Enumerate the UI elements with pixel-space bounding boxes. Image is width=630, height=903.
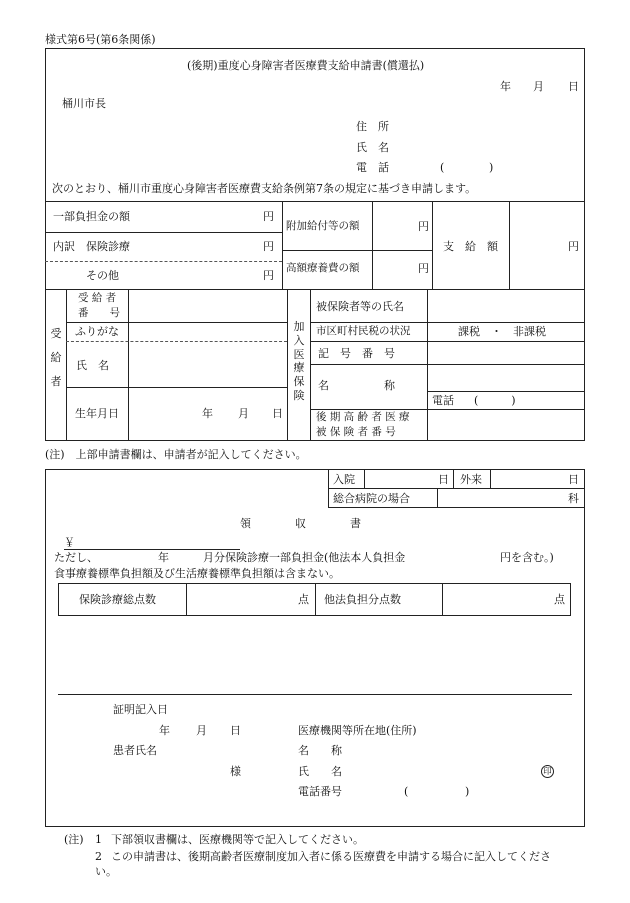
tax-status-options: 課税 ・ 非課税: [458, 325, 546, 338]
facility-phone-paren-close: ): [465, 785, 470, 798]
recipient-number-label-1: 受 給 者: [78, 292, 117, 304]
bottom-note-1-num: 1: [95, 833, 102, 846]
facility-person-label: 氏 名: [298, 765, 342, 778]
applicant-phone-paren-close: ): [489, 161, 494, 174]
high-cost-yen: 円: [418, 262, 429, 275]
other-points-unit: 点: [554, 593, 565, 606]
bottom-note-2-a: この申請書は、後期高齢者医療制度加入者に係る医療費を申請する場合に記入してくださ: [111, 850, 551, 863]
applicant-address-label: 住 所: [356, 120, 389, 133]
department-label: 科: [568, 492, 579, 505]
insurance-name-label: 名 称: [318, 379, 395, 392]
birthdate-label: 生年月日: [75, 407, 119, 420]
seal-mark: 印: [541, 765, 554, 778]
applicant-phone-label: 電 話: [356, 161, 389, 174]
general-hospital-label: 総合病院の場合: [333, 492, 410, 505]
application-statement: 次のとおり、桶川市重度心身障害者医療費支給条例第7条の規定に基づき申請します。: [52, 182, 477, 195]
recipient-name-label: 氏 名: [76, 359, 109, 372]
inpatient-label: 入院: [333, 473, 355, 486]
bottom-note-label: (注): [64, 833, 84, 846]
page-title: (後期)重度心身障害者医療費支給申請書(償還払): [187, 59, 425, 72]
bottom-note-2-num: 2: [95, 850, 102, 863]
applicant-phone-paren-open: (: [440, 161, 445, 174]
total-points-label: 保険診療総点数: [79, 593, 156, 606]
additional-benefit-label: 附加給付等の額: [286, 220, 360, 232]
bottom-note-2-b: い。: [95, 865, 117, 878]
other-points-label: 他法負担分点数: [324, 593, 401, 606]
patient-name-label: 患者氏名: [113, 744, 157, 757]
facility-phone-paren-open: (: [404, 785, 409, 798]
outpatient-label: 外来: [460, 473, 482, 486]
payment-amount-label: 支 給 額: [443, 240, 498, 253]
facility-phone-label: 電話番号: [298, 785, 342, 798]
date-day: 日: [568, 80, 579, 93]
birthdate-year: 年: [202, 407, 213, 420]
recipient-number-label-2: 番 号: [78, 307, 120, 319]
additional-benefit-yen: 円: [418, 220, 429, 233]
furigana-label: ふりがな: [75, 325, 119, 338]
insurance-phone-paren: ( ): [474, 394, 516, 407]
form-number: 様式第6号(第6条関係): [45, 33, 156, 46]
elderly-label-1: 後 期 高 齢 者 医 療: [316, 411, 410, 423]
birthdate-day: 日: [272, 407, 283, 420]
payment-amount-yen: 円: [568, 240, 579, 253]
date-year: 年: [500, 80, 511, 93]
cert-month: 月: [196, 724, 207, 737]
other-yen: 円: [263, 269, 274, 282]
receipt-line1-c: 月分保険診療一部負担金(他法本人負担金: [203, 551, 406, 564]
facility-name-label: 名 称: [298, 744, 342, 757]
insured-name-label: 被保険者等の氏名: [316, 300, 404, 313]
receipt-line2: 食事療養標準負担額及び生活療養標準負担額は含まない。: [54, 567, 340, 580]
partial-burden-label: 一部負担金の額: [53, 210, 130, 223]
partial-burden-yen: 円: [263, 210, 274, 223]
facility-address-label: 医療機関等所在地(住所): [298, 724, 417, 737]
breakdown-label: 内訳: [53, 240, 75, 253]
insurance-section-label: 加入医療保険: [293, 320, 305, 402]
patient-honorific: 様: [230, 765, 241, 778]
insurance-phone-label: 電話: [432, 394, 454, 407]
cert-year: 年: [159, 724, 170, 737]
note-upper: (注) 上部申請書欄は、申請者が記入してください。: [45, 448, 307, 461]
cert-date-label: 証明記入日: [113, 703, 168, 716]
insured-care-label: 保険診療: [86, 240, 130, 253]
addressee: 桶川市長: [62, 97, 106, 110]
recipient-section-label: 受給者: [50, 327, 62, 389]
other-label: その他: [86, 269, 119, 282]
cert-day: 日: [230, 724, 241, 737]
applicant-name-label: 氏 名: [356, 141, 389, 154]
receipt-line1-year: 年: [158, 551, 169, 564]
elderly-label-2: 被 保 険 者 番 号: [316, 426, 396, 438]
total-points-unit: 点: [298, 593, 309, 606]
receipt-title: 領 収 書: [240, 517, 361, 530]
outpatient-day: 日: [568, 473, 579, 486]
inpatient-day: 日: [438, 473, 449, 486]
receipt-line1-a: ただし、: [54, 551, 98, 564]
yen-mark: ￥: [64, 536, 75, 549]
symbol-number-label: 記 号 番 号: [318, 347, 395, 360]
tax-status-label: 市区町村民税の状況: [316, 325, 411, 337]
insured-care-yen: 円: [263, 240, 274, 253]
date-month: 月: [533, 80, 544, 93]
receipt-line1-d: 円を含む。): [500, 551, 554, 564]
high-cost-label: 高額療養費の額: [286, 262, 360, 274]
bottom-note-1: 下部領収書欄は、医療機関等で記入してください。: [111, 833, 364, 846]
birthdate-month: 月: [238, 407, 249, 420]
